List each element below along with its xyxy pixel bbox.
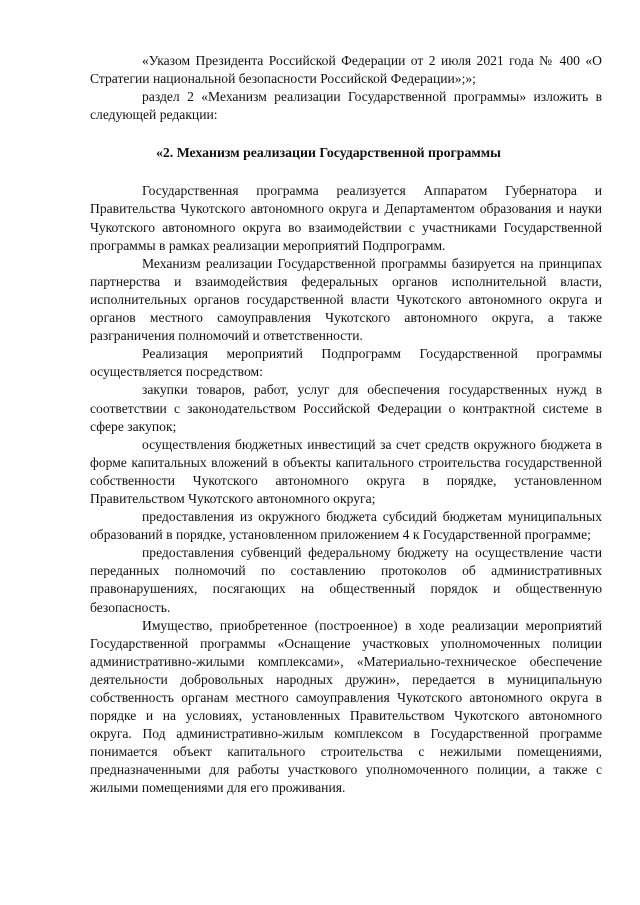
paragraph-implementation-means: Реализация мероприятий Подпрограмм Государственной программы осуществляется посредством: [90,346,602,380]
section-heading: «2. Механизм реализации Государственной программы [156,145,501,161]
list-item-budget-investments: осуществления бюджетных инвестиций за счет средств окружного бюджета в форме капитальных вложений в объекты капитального строительства государственной собственности Чукотского автономного округа в порядке, установленном Правительством Чукотского автономного округа; [90,436,602,506]
paragraph-section-instruction: раздел 2 «Механизм реализации Государственной программы» изложить в следующей редакции: [90,89,602,123]
paragraph-property-transfer: Имущество, приобретенное (построенное) в ходе реализации мероприятий Государственной программы «Оснащение участковых уполномоченных полиции административно-жилыми комплексами», «Материально-техническое обеспечение деятельности добровольных народных дружин», передается в муниципальную собственность органам местного самоуправления Чукотского автономного округа в порядке и на условиях, установленных Правительством Чукотского автономного округа. Под административно-жилым комплексом в Государственной программе понимается объект капитального строительства с нежилыми помещениями, предназначенными для работы участкового уполномоченного полиции, а также с жилыми помещениями для его проживания. [90,617,602,796]
list-item-subsidies: предоставления из окружного бюджета субсидий бюджетам муниципальных образований в порядке, установленном приложением 4 к Государственной программе; [90,509,602,543]
paragraph-mechanism-principles: Механизм реализации Государственной программы базируется на принципах партнерства и взаимодействия федеральных органов исполнительной власти, исполнительных органов государственной власти Чукотского автономного округа и органов местного самоуправления Чукотского автономного округа, а также разграничения полномочий и ответственности. [90,255,602,344]
list-item-subventions: предоставления субвенций федеральному бюджету на осуществление части переданных полномочий по составлению протоколов об административных правонарушениях, посягающих на общественный порядок и общественную безопасность. [90,545,602,615]
list-item-procurement: закупки товаров, работ, услуг для обеспечения государственных нужд в соответствии с законодательством Российской Федерации о контрактной системе в сфере закупок; [90,382,602,434]
paragraph-decree-citation: «Указом Президента Российской Федерации от 2 июля 2021 года № 400 «О Стратегии национальной безопасности Российской Федерации»;»; [90,53,602,87]
paragraph-program-implementation: Государственная программа реализуется Аппаратом Губернатора и Правительства Чукотского автономного округа и Департаментом образования и науки Чукотского автономного округа во взаимодействии с участниками Государственной программы в рамках реализации мероприятий Подпрограмм. [90,183,602,253]
document-page [90,52,602,798]
